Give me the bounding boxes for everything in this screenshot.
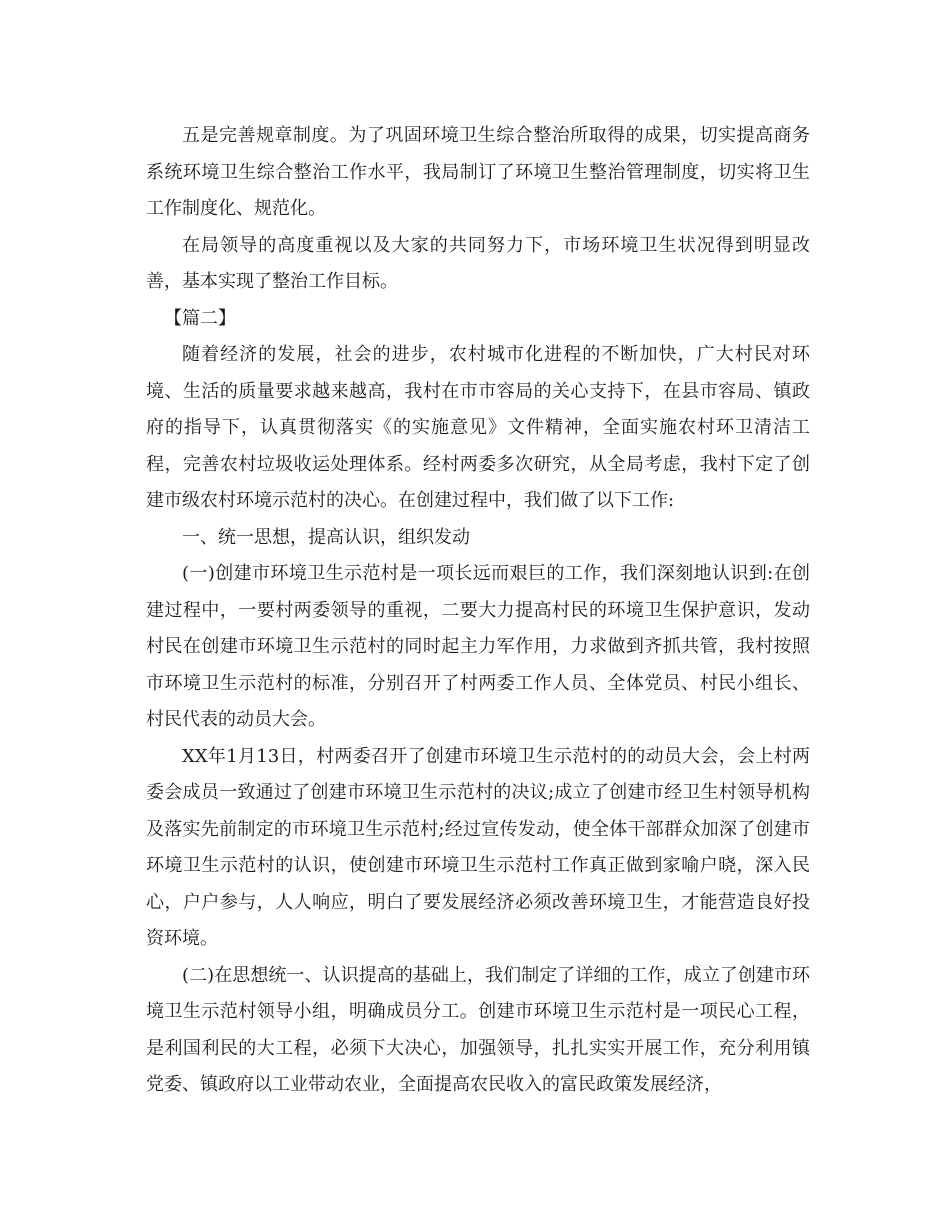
subheading-unify-thinking: 一、统一思想，提高认识，组织发动 — [182, 526, 470, 548]
section-heading-part-two: 【篇二】 — [164, 307, 236, 329]
paragraph-item-one: (一)创建市环境卫生示范村是一项长远而艰巨的工作，我们深刻地认识到:在创建过程中，一要村两委领导的重视，二要大力提高村民的环境卫生保护意识，发动村民在创建市环境卫生示范村的同时起主力军作用，力求做到齐抓共管，我村按照市环境卫生示范村的标准，分别召开了村两委工作人员、全体党员、村民小组长、村民代表的动员大会。 — [146, 563, 810, 730]
paragraph-conclusion: 在局领导的高度重视以及大家的共同努力下，市场环境卫生状况得到明显改善，基本实现了整治工作目标。 — [146, 234, 810, 292]
paragraph-introduction: 随着经济的发展，社会的进步，农村城市化进程的不断加快，广大村民对环境、生活的质量要求越来越高，我村在市市容局的关心支持下，在县市容局、镇政府的指导下，认真贯彻落实《的实施意见》文件精神，全面实施农村环卫清洁工程，完善农村垃圾收运处理体系。经村两委多次研究，从全局考虑，我村下定了创建市级农村环境示范村的决心。在创建过程中，我们做了以下工作: — [146, 344, 810, 511]
paragraph-item-two: (二)在思想统一、认识提高的基础上，我们制定了详细的工作，成立了创建市环境卫生示范村领导小组，明确成员分工。创建市环境卫生示范村是一项民心工程，是利国利民的大工程，必须下大决心，加强领导，扎扎实实开展工作，充分利用镇党委、镇政府以工业带动农业，全面提高农民收入的富民政策发展经济， — [146, 964, 810, 1095]
paragraph-regulations: 五是完善规章制度。为了巩固环境卫生综合整治所取得的成果，切实提高商务系统环境卫生综合整治工作水平，我局制订了环境卫生整治管理制度，切实将卫生工作制度化、规范化。 — [146, 125, 810, 219]
document-body — [146, 118, 810, 1104]
paragraph-mobilization-meeting: XX年1月13日，村两委召开了创建市环境卫生示范村的的动员大会，会上村两委会成员一致通过了创建市环境卫生示范村的决议;成立了创建市经卫生村领导机构及落实先前制定的市环境卫生示范村;经过宣传发动，使全体干部群众加深了创建市环境卫生示范村的认识，使创建市环境卫生示范村工作真正做到家喻户晓，深入民心，户户参与，人人响应，明白了要发展经济必须改善环境卫生，才能营造良好投资环境。 — [146, 745, 810, 949]
